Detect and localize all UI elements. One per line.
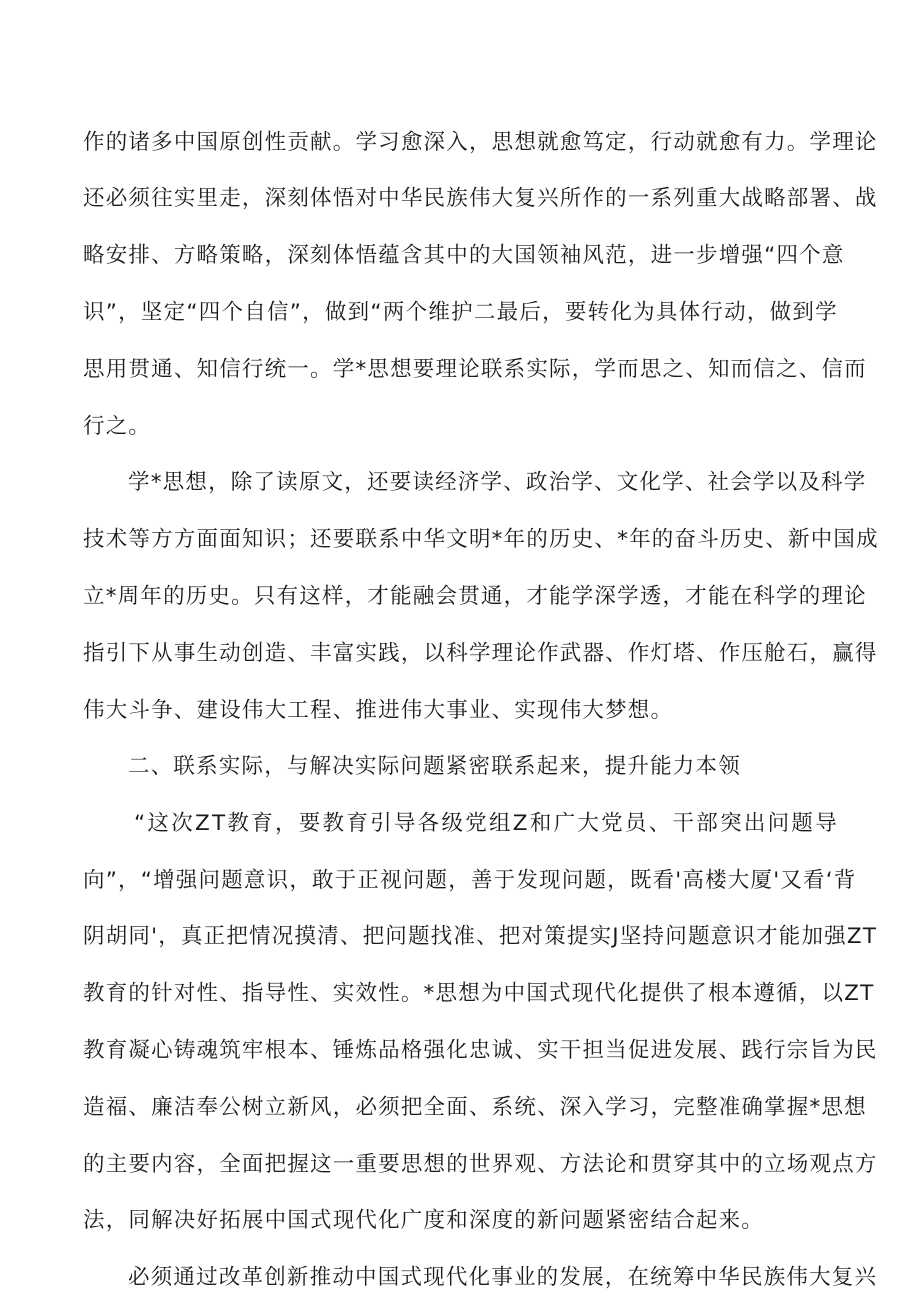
paragraph-1-line-3: 略 安 排 、 方 略 策 略 ， 深 刻 体 悟 蕴 含 其 中 的 大 国 领 袖 风 范 ， 进 一 步 增 强 “ 四 个 意	[83, 243, 845, 268]
paragraph-3-line-8: 法，同解决好拓展中国式现代化广度和深度的新问题紧密结合起来。	[83, 1208, 765, 1233]
paragraph-3-line-7: 的 主 要 内 容 ， 全 面 把 握 这 一 重 要 思 想 的 世 界 观 、 方 法 论 和 贯 穿 其 中 的 立 场 观 点 方	[83, 1152, 878, 1177]
paragraph-1-line-4: 识 ” ， 坚 定 “ 四 个 自 信 ” ， 做 到 “ 两 个 维 护 二 最 后 ， 要 转 化 为 具 体 行 动 ， 做 到 学	[83, 300, 838, 325]
paragraph-2-line-3: 立 * 周 年 的 历 史 。 只 有 这 样 ， 才 能 融 会 贯 通 ， 才 能 学 深 学 透 ， 才 能 在 科 学 的 理 论	[83, 584, 867, 609]
paragraph-2-line-4: 指 引 下 从 事 生 动 创 造 、 丰 富 实 践 ， 以 科 学 理 论 作 武 器 、 作 灯 塔 、 作 压 舱 石 ， 赢 得	[83, 641, 878, 666]
section-heading: 二、联系实际，与解决实际问题紧密联系起来，提升能力本领	[128, 754, 741, 779]
paragraph-3-line-4: 教 育 的 针 对 性 、 指 导 性 、 实 效 性 。 * 思 想 为 中 国 式 现 代 化 提 供 了 根 本 遵 循 ， 以 Z T	[83, 981, 875, 1006]
paragraph-1-line-5: 思 用 贯 通 、 知 信 行 统 一 。 学 * 思 想 要 理 论 联 系 实 际 ， 学 而 思 之 、 知 而 信 之 、 信 而	[83, 357, 867, 382]
paragraph-1-line-1: 作 的 诸 多 中 国 原 创 性 贡 献 。 学 习 愈 深 入 ， 思 想 就 愈 笃 定 ， 行 动 就 愈 有 力 。 学 理 论	[83, 130, 878, 155]
paragraph-3-line-5: 教 育 凝 心 铸 魂 筑 牢 根 本 、 锤 炼 品 格 强 化 忠 诚 、 实 干 担 当 促 进 发 展 、 践 行 宗 旨 为 民	[83, 1038, 878, 1063]
paragraph-3-line-6: 造 福 、 廉 洁 奉 公 树 立 新 风 ， 必 须 把 全 面 、 系 统 、 深 入 学 习 ， 完 整 准 确 掌 握 * 思 想	[83, 1095, 867, 1120]
paragraph-1-line-6: 行之。	[83, 414, 152, 439]
paragraph-1-line-2: 还 必 须 往 实 里 走 ， 深 刻 体 悟 对 中 华 民 族 伟 大 复 兴 所 作 的 一 系 列 重 大 战 略 部 署 、 战	[83, 186, 878, 211]
paragraph-2-line-1: 学 * 思 想 ， 除 了 读 原 文 ， 还 要 读 经 济 学 、 政 治 学 、 文 化 学 、 社 会 学 以 及 科 学	[128, 470, 867, 495]
paragraph-2-line-2: 技 术 等 方 方 面 面 知 识 ； 还 要 联 系 中 华 文 明 * 年 的 历 史 、 * 年 的 奋 斗 历 史 、 新 中 国 成	[83, 527, 879, 552]
paragraph-3-line-1: “ 这 次 Z T 教 育 ， 要 教 育 引 导 各 级 党 组 Z 和 广 大 党 员 、 干 部 突 出 问 题 导	[134, 811, 838, 836]
paragraph-3-line-3: 阴 胡 同 ' ， 真 正 把 情 况 摸 清 、 把 问 题 找 准 、 把 对 策 提 实 J 坚 持 问 题 意 识 才 能 加 强 Z T	[83, 924, 878, 949]
paragraph-2-line-5: 伟大斗争、建设伟大工程、推进伟大事业、实现伟大梦想。	[83, 698, 674, 723]
paragraph-3-line-2: 向 ” ， “ 增 强 问 题 意 识 ， 敢 于 正 视 问 题 ， 善 于 发 现 问 题 ， 既 看 ' 高 楼 大 厦 ' 又 看 ‘ 背	[83, 868, 857, 893]
paragraph-4-line-1: 必 须 通 过 改 革 创 新 推 动 中 国 式 现 代 化 事 业 的 发 展 ， 在 统 筹 中 华 民 族 伟 大 复 兴	[128, 1265, 878, 1290]
